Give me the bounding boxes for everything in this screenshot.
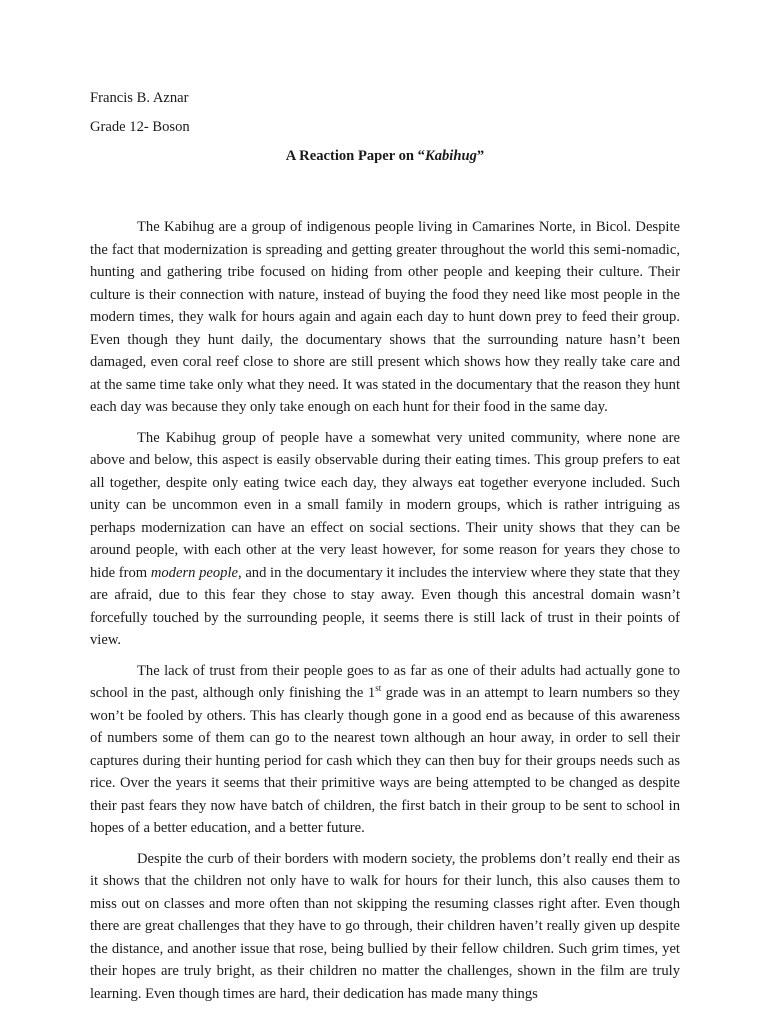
author-name: Francis B. Aznar <box>90 90 189 106</box>
paper-title <box>90 148 680 165</box>
paragraph-4: Despite the curb of their borders with modern society, the problems don’t really end their as it shows that the children not only have to walk for hours for their lunch, this also causes them to miss out on classes and more often than not skipping the resuming classes right after. Even though there are great challenges that they have to go through, their children haven’t really given up despite the distance, and another issue that rose, being bullied by their fellow children. Such grim times, yet their hopes are truly bright, as their children no matter the challenges, shown in the film are truly learning. Even though times are hard, their dedication has made many things <box>90 850 680 1002</box>
paragraph-2-part-b: , and in the documentary it includes the interview where they state that they are afraid, due to this fear they chose to stay away. Even though this ancestral domain wasn’t forcefully touched by the surrounding people, it seems there is still lack of trust in their points of view. <box>90 564 680 648</box>
paragraph-3-part-a: The lack of trust from their people goes to as far as one of their adults had actually gone to school in the past, although only finishing the 1 <box>90 662 680 701</box>
paragraph-1: The Kabihug are a group of indigenous people living in Camarines Norte, in Bicol. Despite the fact that modernization is spreading and getting greater throughout the world this semi-nomadic, hunting and gathering tribe focused on hiding from other people and keeping their culture. Their culture is their connection with nature, instead of buying the food they need like most people in the modern times, they walk for hours again and again each day to hunt down prey to feed their group. Even though they hunt daily, the documentary shows that the surrounding nature hasn’t been damaged, even coral reef close to shore are still present which shows how they really take care and at the same time take only what they need. It was stated in the documentary that the reason they hunt each day was because they only take enough on each hunt for their food in the same day. <box>90 219 680 415</box>
ordinal-superscript: st <box>375 683 382 694</box>
document-page <box>90 90 680 1013</box>
paragraph-3-part-b: grade was in an attempt to learn numbers so they won’t be fooled by others. This has clearly though gone in a good end as because of this awareness of numbers some of them can go to the nearest town although an hour away, in order to sell their captures during their hunting period for cash which they can then buy for their groups needs such as rice. Over the years it seems that their primitive ways are being attempted to be changed as despite their past fears they now have batch of children, the first batch in their group to be sent to school in hopes of a better education, and a better future. <box>90 685 680 836</box>
paragraph-2-italic: modern people <box>150 564 238 581</box>
paragraph-2-part-a: The Kabihug group of people have a somewhat very united community, where none are above and below, this aspect is easily observable during their eating times. This group prefers to eat all together, despite only eating twice each day, they always eat together everyone included. Such unity can be uncommon even in a small family in modern groups, which is rather intriguing as perhaps modernization can have an effect on social sections. Their unity shows that they can be around people, with each other at the very least however, for some reason for years they chose to hide from <box>90 429 680 581</box>
paragraph-3 <box>90 660 680 840</box>
title-suffix: ” <box>476 148 485 164</box>
paragraph-2 <box>90 427 680 652</box>
title-italic: Kabihug <box>424 148 477 164</box>
title-prefix: A Reaction Paper on “ <box>285 148 425 164</box>
grade-section: Grade 12- Boson <box>90 119 190 135</box>
